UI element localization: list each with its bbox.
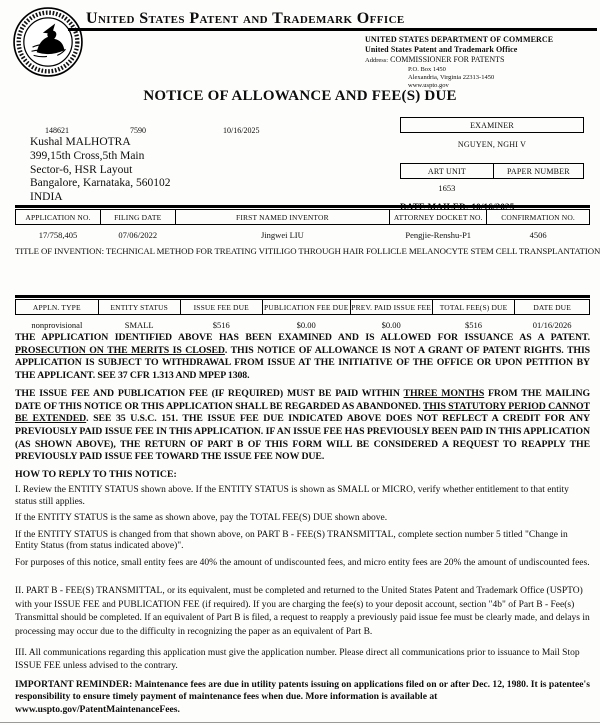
fee-table-header-row [16,300,590,315]
reply-instructions [15,485,590,569]
date-mailed-value: 10/16/2025 [471,202,515,212]
recipient-area: Sector-6, HSR Layout [30,163,133,176]
col-issue-fee-due: ISSUE FEE DUE [180,300,262,315]
application-info-table [15,205,590,240]
reply-item-2: If the ENTITY STATUS is the same as shown above, pay the TOTAL FEE(S) DUE shown above. [15,513,388,524]
confirmation-no-value: 4506 [529,230,547,240]
uspto-office-line: United States Patent and Trademark Office [365,44,518,54]
customer-number: 7590 [130,126,146,135]
prev-paid-issue-fee-value: $0.00 [381,320,401,330]
barcode-number: 148621 [45,126,69,135]
fee-table [15,295,590,330]
part-b-transmittal-paragraph: II. PART B - FEE(S) TRANSMITTAL, or its equivalent, must be completed and returned to the United States Patent and Trademark Office (USPTO) with your ISSUE FEE and PUBLICATION FEE (if required). If you are charging the fee(s) to your deposit account, section "4b" of Part B - Fee(s) Transmittal should be completed. If an equivalent of Part B is filed, a request to reapply a previously paid issue fee must be clearly made, and delays in processing may occur due to the difficulty in recognizing the paper as an equivalent of Part B. [15,586,590,637]
first-named-inventor-value: Jingwei LIU [261,230,304,240]
art-unit-label-box: ART UNIT [400,163,494,179]
recipient-city: Bangalore, Karnataka, 560102 [30,177,171,190]
recipient-street: 399,15th Cross,5th Main [30,149,145,162]
communications-paragraph: III. All communications regarding this application must give the application number. Please direct all communications prior to issuance to Mail Stop ISSUE FEE unless advised to the contrary. [15,648,580,672]
masthead-divider [68,28,597,31]
page-bottom-rule [0,722,600,723]
col-prev-paid-issue-fee: PREV. PAID ISSUE FEE [350,300,432,315]
art-unit-value: 1653 [438,183,456,193]
reply-item-1: I. Review the ENTITY STATUS shown above. If the ENTITY STATUS is shown as SMALL or MICRO, verify whether entitlement to that entity status still applies. [15,485,569,507]
publication-fee-due-value: $0.00 [296,320,316,330]
examiner-name: NGUYEN, NGHI V [457,140,527,149]
mailing-numbers-row [45,126,259,135]
date-mailed-label: DATE MAILED: [400,202,469,212]
notice2-underlined-three-months: THREE MONTHS [403,387,485,399]
notice2-underlined-statutory: THIS STATUTORY PERIOD CANNOT BE EXTENDED [15,400,590,425]
paper-number-label-box: PAPER NUMBER [494,163,584,179]
allowance-notice-paragraph [15,332,590,383]
uspto-seal-icon [12,6,84,78]
recipient-address-block [30,136,171,205]
notice1-text: THE APPLICATION IDENTIFIED ABOVE HAS BEEN EXAMINED AND IS ALLOWED FOR ISSUANCE AS A PATENT. [15,332,590,343]
notice2-text: THE ISSUE FEE AND PUBLICATION FEE (IF REQUIRED) MUST BE PAID WITHIN [15,387,404,399]
col-first-named-inventor: FIRST NAMED INVENTOR [175,210,390,225]
issue-fee-due-value: $516 [212,320,230,330]
dept-of-commerce-line: UNITED STATES DEPARTMENT OF COMMERCE [365,35,554,44]
issue-fee-deadline-paragraph [15,388,590,464]
col-date-due: DATE DUE [515,300,590,315]
total-fees-due-value: $516 [465,320,482,330]
application-no-value: 17/758,405 [38,230,78,240]
uspto-url: www.uspto.gov [408,81,449,89]
document-title: NOTICE OF ALLOWANCE AND FEE(S) DUE [143,88,457,104]
col-appln-type: APPLN. TYPE [16,300,99,315]
application-table-header-row [16,210,590,225]
title-of-invention: TITLE OF INVENTION: TECHNICAL METHOD FOR TREATING VITILIGO THROUGH HAIR FOLLICLE MELANOCYTE STEM CELL TRANSPLANTATION [15,246,600,256]
city-line: Alexandria, Virginia 22313-1450 [408,73,495,81]
commissioner-line: COMMISSIONER FOR PATENTS [390,55,505,64]
notice1-underlined: PROSECUTION ON THE MERITS IS CLOSED [15,344,225,356]
col-attorney-docket-no: ATTORNEY DOCKET NO. [390,210,487,225]
notice1-text-2: . THIS NOTICE OF ALLOWANCE IS NOT A GRANT OF PATENT RIGHTS. THIS APPLICATION IS SUBJECT TO WITHDRAWAL FROM ISSUE AT THE INITIATIVE OF THE OFFICE OR UPON PETITION BY THE APPLICANT. SEE 37 CFR 1.313 AND MPEP 1308. [15,344,591,382]
col-confirmation-no: CONFIRMATION NO. [487,210,590,225]
po-box-line: P.O. Box 1450 [408,65,446,73]
commerce-address-block [365,35,595,90]
how-to-reply-heading: HOW TO REPLY TO THIS NOTICE: [15,469,177,481]
col-filing-date: FILING DATE [100,210,175,225]
notice2-text-3: . SEE 35 U.S.C. 151. THE ISSUE FEE DUE INDICATED ABOVE DOES NOT REFLECT A CREDIT FOR ANY PREVIOUSLY PAID ISSUE FEE IN THIS APPLICATION. IF AN ISSUE FEE HAS PREVIOUSLY BEEN PAID IN THIS APPLICATION (AS SHOWN ABOVE), THE RETURN OF PART B OF THIS FORM WILL BE CONSIDERED A REQUEST TO REAPPLY THE PREVIOUSLY PAID ISSUE FEE TOWARD THE ISSUE FEE NOW DUE. [15,413,591,463]
fee-table-value-row [16,315,590,331]
col-total-fees-due: TOTAL FEE(S) DUE [432,300,515,315]
notice-body [15,332,590,716]
masthead-office-name: United States Patent and Trademark Office [86,10,405,27]
examiner-label-box: EXAMINER [400,117,584,133]
col-entity-status: ENTITY STATUS [98,300,180,315]
application-table-value-row [16,225,590,241]
important-reminder-paragraph: IMPORTANT REMINDER: Maintenance fees are due in utility patents issuing on applications filed on or after Dec. 12, 1980. It is patentee's responsibility to ensure timely payment of maintenance fees when due. More information is available at www.uspto.gov/PatentMaintenanceFees. [15,679,590,715]
notice2-text-2: FROM THE MAILING DATE OF THIS NOTICE OR THIS APPLICATION SHALL BE REGARDED AS ABANDONED. [15,387,591,412]
mailing-date: 10/16/2025 [223,126,260,135]
date-due-value: 01/16/2026 [532,320,572,330]
attorney-docket-no-value: Pengjie-Renshu-P1 [405,230,472,240]
address-label: Address: [365,57,389,64]
examiner-block [400,117,584,212]
entity-status-value: SMALL [124,320,154,330]
reply-item-3: If the ENTITY STATUS is changed from that shown above, on PART B - FEE(S) TRANSMITTAL, complete section number 5 titled "Change in Entity Status (from status indicated above)". [15,529,568,552]
recipient-name: Kushal MALHOTRA [30,136,131,148]
filing-date-value: 07/06/2022 [118,230,158,240]
recipient-country: INDIA [30,191,63,204]
col-application-no: APPLICATION NO. [16,210,101,225]
reply-item-4: For purposes of this notice, small entity fees are 40% the amount of undiscounted fees, and micro entity fees are 20% the amount of undiscounted fees. [15,557,590,568]
appln-type-value: nonprovisional [31,320,83,330]
col-publication-fee-due: PUBLICATION FEE DUE [262,300,350,315]
